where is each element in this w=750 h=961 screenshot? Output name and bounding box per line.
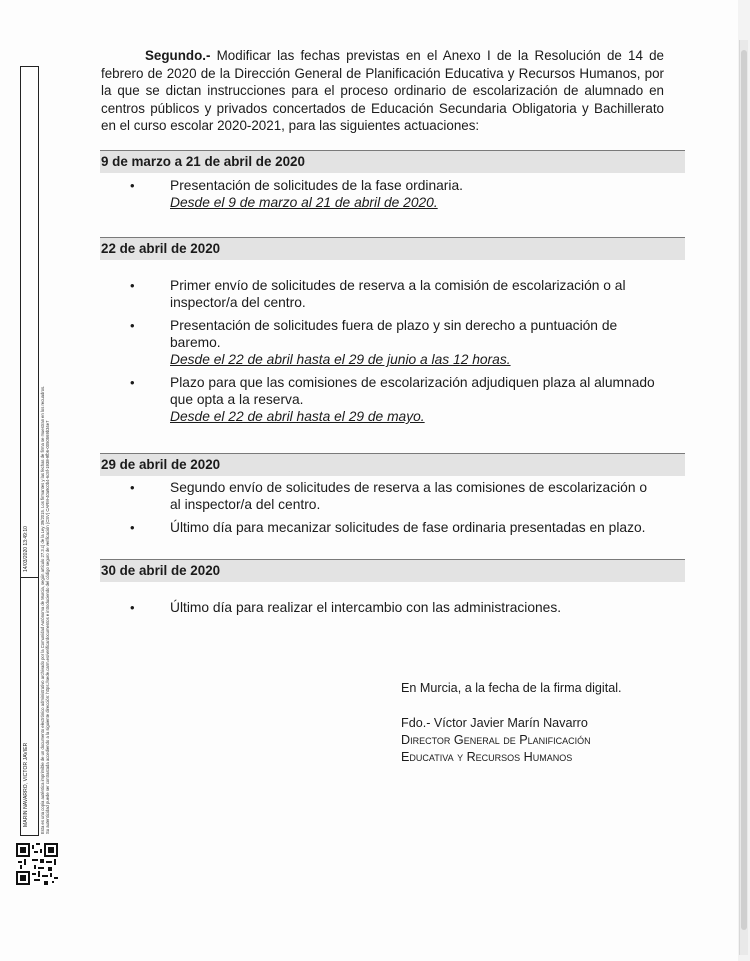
bullet-icon: • <box>130 480 135 495</box>
intro-lead: Segundo.- <box>145 48 211 63</box>
closing-signature-block <box>401 680 622 766</box>
intro-text: Modificar las fechas previstas en el Anexo I de la Resolución de 14 de febrero de 2020 de la Dirección General de Planificación Educativa y Recursos Humanos, por la que se dictan instrucciones para el proceso ordinario de escolarización de alumnado en centros públicos y privados concertados de Educación Secundaria Obligatoria y Bachillerato en el curso escolar 2020-2021, para las siguientes actuaciones: <box>101 48 664 133</box>
item-date-range: Desde el 22 de abril hasta el 29 de junio a las 12 horas. <box>170 352 511 367</box>
item-text: Segundo envío de solicitudes de reserva a las comisiones de escolarización o al inspector/a del centro. <box>170 480 648 512</box>
section-heading: 9 de marzo a 21 de abril de 2020 <box>101 154 305 169</box>
scrollbar-thumb[interactable] <box>741 50 747 930</box>
verification-note-line2: Su autenticidad puede ser contrastada accediendo a la siguiente dirección: https://sede.carm.es/verificardocumentos e introduciendo del código seguro de verificación (CSV) CARM-40a9c0b4-6c5f-1938-9fb6-0050569b34e7 <box>45 420 50 834</box>
bullet-icon: • <box>130 278 135 293</box>
section-item-list <box>130 277 660 431</box>
section-heading: 22 de abril de 2020 <box>101 241 221 256</box>
list-item <box>130 599 660 616</box>
section-heading-bar <box>100 237 685 260</box>
section-heading-bar <box>100 559 685 582</box>
signer-name: MARIN NAVARRO, VICTOR JAVIER <box>23 742 29 827</box>
list-item <box>130 519 660 536</box>
bullet-icon: • <box>130 318 135 333</box>
section-heading-bar <box>100 150 685 173</box>
item-date-range: Desde el 9 de marzo al 21 de abril de 2020. <box>170 195 438 210</box>
section-heading-bar <box>100 453 685 476</box>
list-item <box>130 277 660 311</box>
signature-margin-box <box>20 66 39 836</box>
verification-note <box>40 386 50 834</box>
item-text: Primer envío de solicitudes de reserva a la comisión de escolarización o al inspector/a del centro. <box>170 278 626 310</box>
section-item-list <box>130 599 660 622</box>
closing-place: En Murcia, a la fecha de la firma digital. <box>401 681 622 695</box>
verification-note-line1: Esta es una copia auténtica imprimible de un documento electrónico administrativo archivado por la Comunidad Autónoma de Murcia, según artículo 27.3.c) de la Ley 39/2015. Los firmantes y las fechas de firma se muestran en los recuadros. <box>40 385 45 834</box>
list-item <box>130 317 660 368</box>
section-heading: 30 de abril de 2020 <box>101 563 221 578</box>
vertical-scrollbar[interactable] <box>739 40 748 955</box>
bullet-icon: • <box>130 178 135 193</box>
signature-date: 14/03/2020 13:49:10 <box>23 526 29 572</box>
qr-code-icon <box>16 843 58 885</box>
item-date-range: Desde el 22 de abril hasta el 29 de mayo. <box>170 409 425 424</box>
signer-role-line1: Director General de Planificación <box>401 733 591 747</box>
intro-paragraph <box>101 47 664 135</box>
list-item <box>130 374 660 425</box>
item-text: Plazo para que las comisiones de escolarización adjudiquen plaza al alumnado que opta a la reserva. <box>170 375 655 407</box>
bullet-icon: • <box>130 520 135 535</box>
signer-role-line2: Educativa y Recursos Humanos <box>401 750 573 764</box>
section-item-list <box>130 479 660 542</box>
bullet-icon: • <box>130 375 135 390</box>
item-text: Último día para realizar el intercambio con las administraciones. <box>170 600 562 615</box>
item-text: Último día para mecanizar solicitudes de fase ordinaria presentadas en plazo. <box>170 520 646 535</box>
signed-by: Fdo.- Víctor Javier Marín Navarro <box>401 716 588 730</box>
bullet-icon: • <box>130 600 135 615</box>
list-item <box>130 479 660 513</box>
item-text: Presentación de solicitudes fuera de plazo y sin derecho a puntuación de baremo. <box>170 318 618 350</box>
list-item <box>130 177 660 211</box>
item-text: Presentación de solicitudes de la fase ordinaria. <box>170 178 463 193</box>
section-heading: 29 de abril de 2020 <box>101 457 221 472</box>
margin-divider <box>21 577 38 578</box>
section-item-list <box>130 177 660 217</box>
